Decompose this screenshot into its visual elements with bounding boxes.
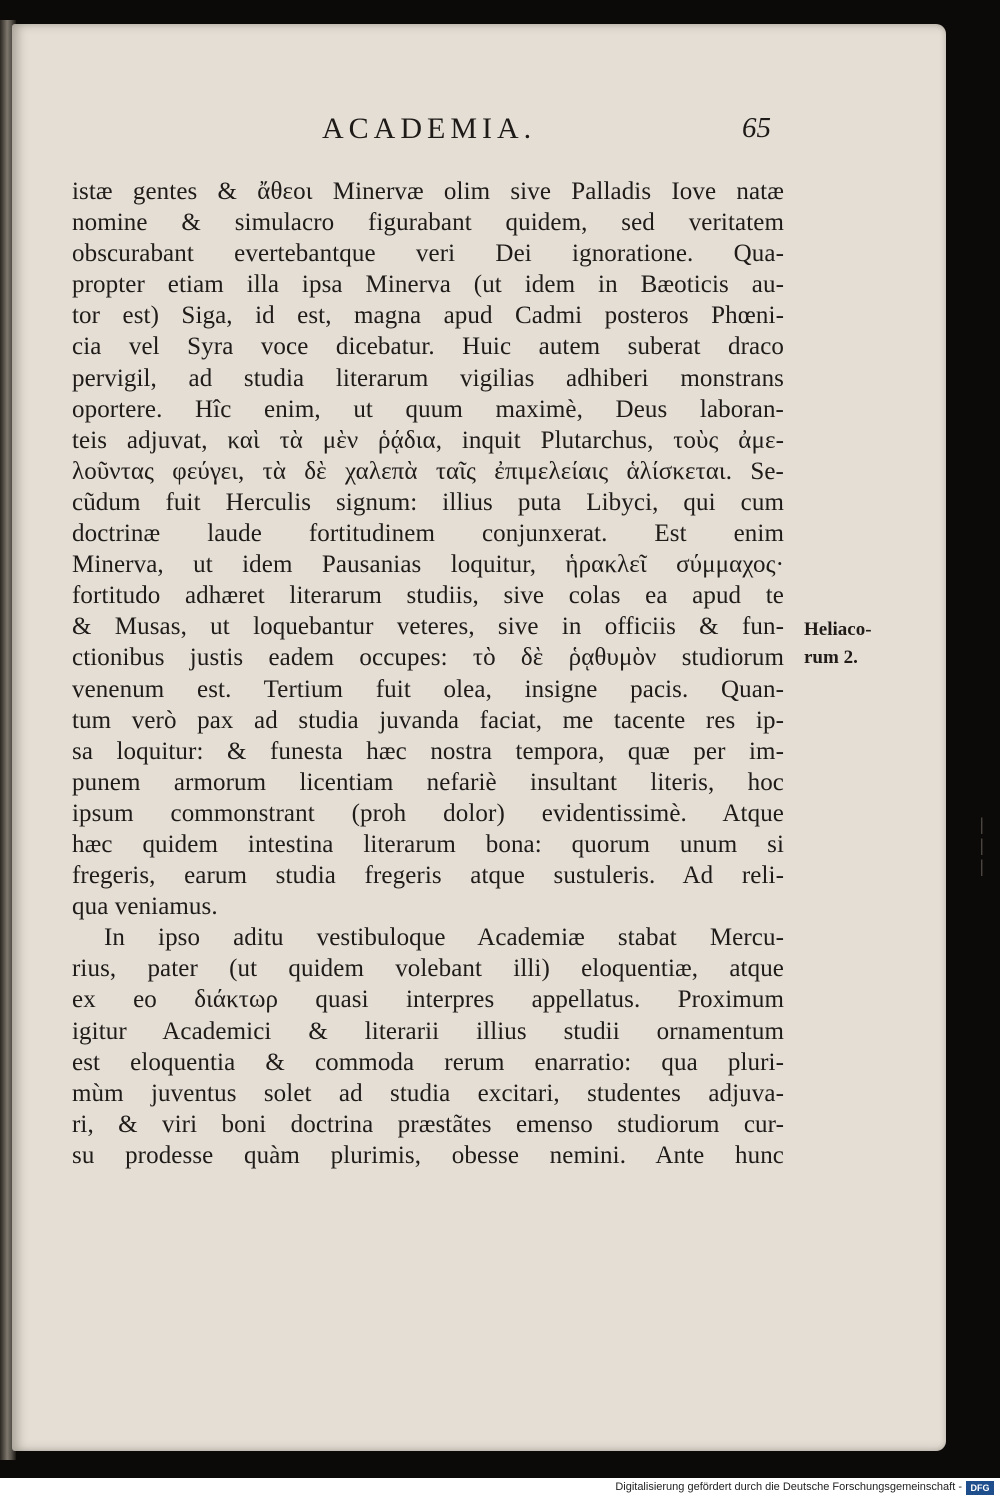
text-line: rius, pater (ut quidem volebant illi) eloquentiæ, atque bbox=[72, 955, 784, 983]
text-line: ipsum commonstrant (proh dolor) evidentissimè. Atque bbox=[72, 799, 784, 827]
text-line: est eloquentia & commoda rerum enarratio: qua pluri- bbox=[72, 1048, 784, 1076]
text-line: In ipso aditu vestibuloque Academiæ stabat Mercu- bbox=[104, 924, 784, 952]
running-title: ACADEMIA. bbox=[322, 112, 537, 145]
digitization-footer bbox=[0, 1478, 1000, 1499]
text-line: istæ gentes & ἄθεοι Minervæ olim sive Palladis Iove natæ bbox=[72, 178, 784, 205]
text-line: igitur Academici & literarii illius studii ornamentum bbox=[72, 1017, 784, 1045]
text-line: ctionibus justis eadem occupes: τὸ δὲ ῥᾳθυμὸν studiorum bbox=[72, 644, 784, 672]
text-line: doctrinæ laude fortitudinem conjunxerat. Est enim bbox=[72, 520, 784, 548]
text-line: venenum est. Tertium fuit olea, insigne pacis. Quan- bbox=[72, 675, 784, 703]
text-line: su prodesse quàm plurimis, obesse nemini. Ante hunc bbox=[72, 1141, 784, 1169]
text-line: fortitudo adhæret literarum studiis, sive colas ea apud te bbox=[72, 582, 784, 610]
body-text bbox=[72, 176, 784, 1171]
text-line: ex eo διάκτωρ quasi interpres appellatus. Proximum bbox=[72, 986, 784, 1014]
text-line: Minerva, ut idem Pausanias loquitur, ἡρακλεῖ σύμμαχος· bbox=[72, 551, 784, 579]
text-line: sa loquitur: & funesta hæc nostra tempora, quæ per im- bbox=[72, 737, 784, 765]
funding-credit: Digitalisierung gefördert durch die Deutsche Forschungsgemeinschaft - bbox=[615, 1481, 962, 1493]
gutter-marks: | | | bbox=[980, 814, 990, 876]
text-line: oportere. Hîc enim, ut quum maximè, Deus laboran- bbox=[72, 395, 784, 423]
text-line: hæc quidem intestina literarum bona: quorum unum si bbox=[72, 830, 784, 858]
marginal-note bbox=[804, 616, 872, 672]
text-line: fregeris, earum studia fregeris atque sustuleris. Ad reli- bbox=[72, 862, 784, 890]
text-line: & Musas, ut loquebantur veteres, sive in officiis & fun- bbox=[72, 613, 784, 641]
text-line: mùm juventus solet ad studia excitari, studentes adjuva- bbox=[72, 1079, 784, 1107]
text-line: ri, & viri boni doctrina præstãtes emenso studiorum cur- bbox=[72, 1110, 784, 1138]
marginal-note-line: rum 2. bbox=[804, 647, 858, 668]
text-line: punem armorum licentiam nefariè insultant literis, hoc bbox=[72, 768, 784, 796]
text-line: nomine & simulacro figurabant quidem, sed veritatem bbox=[72, 209, 784, 237]
text-line: cia vel Syra voce dicebatur. Huic autem suberat draco bbox=[72, 333, 784, 361]
text-line: cũdum fuit Herculis signum: illius puta Libyci, qui cum bbox=[72, 488, 784, 516]
text-line: obscurabant evertebantque veri Dei ignoratione. Qua- bbox=[72, 240, 784, 268]
text-line: qua veniamus. bbox=[72, 893, 218, 921]
text-line: teis adjuvat, καὶ τὰ μὲν ῥᾴδια, inquit Plutarchus, τοὺς ἀμε- bbox=[72, 426, 784, 454]
marginal-note-line: Heliaco- bbox=[804, 619, 872, 640]
text-line: propter etiam illa ipsa Minerva (ut idem in Bæoticis au- bbox=[72, 271, 784, 299]
text-line: pervigil, ad studia literarum vigilias adhiberi monstrans bbox=[72, 364, 784, 392]
dfg-logo: DFG bbox=[966, 1481, 994, 1495]
text-line: tum verò pax ad studia juvanda faciat, me tacente res ip- bbox=[72, 706, 784, 734]
book-page bbox=[12, 24, 990, 1451]
page-number: 65 bbox=[742, 112, 771, 144]
text-line: tor est) Siga, id est, magna apud Cadmi posteros Phœni- bbox=[72, 302, 784, 330]
text-line: λοῦντας φεύγει, τὰ δὲ χαλεπὰ ταῖς ἐπιμελείαις ἁλίσκεται. Se- bbox=[72, 457, 784, 485]
